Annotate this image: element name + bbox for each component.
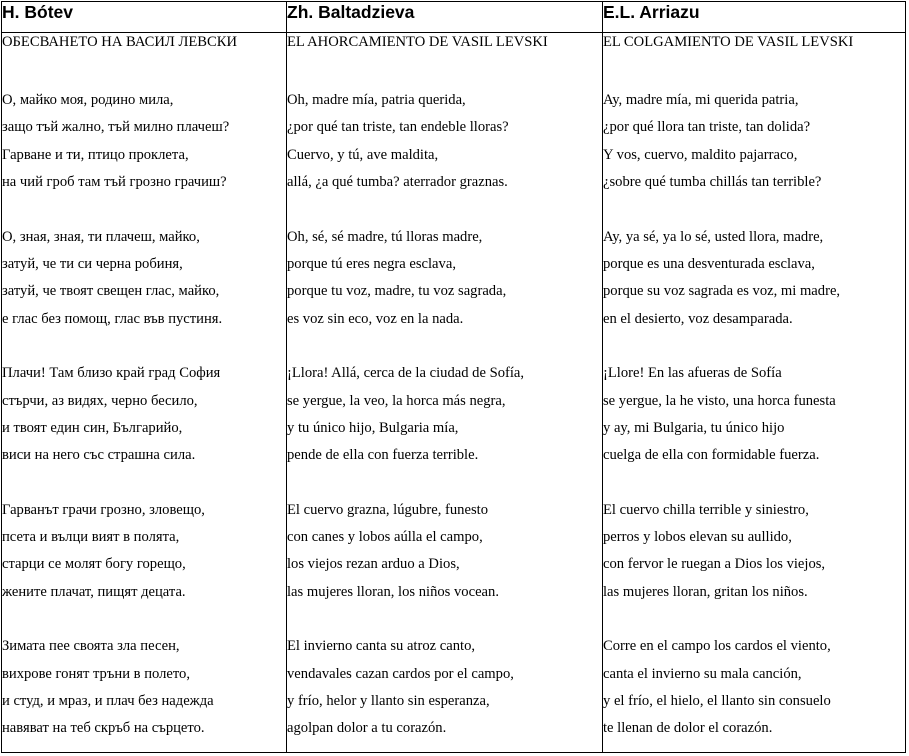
- verse-line: y frío, helor y llanto sin esperanza,: [287, 693, 490, 710]
- stanza: [2, 224, 286, 334]
- verse-line: El cuervo grazna, lúgubre, funesto: [287, 501, 488, 518]
- verse-line: О, зная, зная, ти плачеш, майко,: [2, 228, 200, 245]
- verse-line: porque tú eres negra esclava,: [287, 255, 456, 272]
- stanza-spacer: [2, 197, 286, 224]
- verse-line: Cuervo, y tú, ave maldita,: [287, 146, 439, 163]
- stanza-spacer: [603, 606, 905, 633]
- verse-line: porque es una desventurada esclava,: [603, 255, 815, 272]
- translation-comparison-table: [1, 1, 906, 753]
- verse-line: las mujeres lloran, los niños vocean.: [287, 583, 499, 600]
- verse-line: Ay, madre mía, mi querida patria,: [603, 92, 799, 108]
- verse-line: ¿sobre qué tumba chillás tan terrible?: [603, 174, 822, 191]
- verse-line: con fervor le ruegan a Dios los viejos,: [603, 556, 826, 573]
- verse-line: cuelga de ella con formidable fuerza.: [603, 447, 820, 464]
- stanza-spacer: [2, 51, 286, 87]
- verse-line: porque su voz sagrada es voz, mi madre,: [603, 283, 841, 300]
- verse-line: старци се молят богу горещо,: [2, 556, 186, 573]
- verse-line: и твоят един син, Българийо,: [2, 419, 183, 436]
- verse-line: на чий гроб там тъй грозно грачиш?: [2, 174, 227, 191]
- poem-title: ОБЕСВАНЕТО НА ВАСИЛ ЛЕВСКИ: [2, 34, 238, 50]
- stanza: [2, 360, 286, 470]
- stanza-spacer: [603, 197, 905, 224]
- verse-line: allá, ¿a qué tumba? aterrador graznas.: [287, 174, 508, 191]
- verse-line: О, майко моя, родино мила,: [2, 92, 174, 108]
- verse-line: te llenan de dolor el corazón.: [603, 720, 773, 737]
- verse-line: perros y lobos elevan su aullido,: [603, 529, 792, 546]
- verse-line: en el desierto, voz desamparada.: [603, 310, 793, 327]
- stanza: [287, 360, 602, 470]
- stanza-spacer: [2, 333, 286, 360]
- poem-title: EL AHORCAMIENTO DE VASIL LEVSKI: [287, 34, 548, 50]
- verse-line: жените плачат, пищят децата.: [2, 583, 186, 600]
- stanza: [287, 87, 602, 197]
- verse-line: навяват на теб скръб на сърцето.: [2, 720, 205, 737]
- verse-line: ¿por qué llora tan triste, tan dolida?: [603, 119, 811, 136]
- verse-line: Гарванът грачи грозно, зловещо,: [2, 501, 205, 518]
- verse-line: Ay, ya sé, ya lo sé, usted llora, madre,: [603, 228, 824, 245]
- verse-line: затуй, че ти си черна робиня,: [2, 255, 183, 272]
- author-header-botev: H. Bótev: [2, 2, 287, 33]
- stanza-spacer: [603, 333, 905, 360]
- stanza: [603, 87, 905, 197]
- verse-line: y el frío, el hielo, el llanto sin consuelo: [603, 693, 831, 710]
- stanza-spacer: [287, 470, 602, 497]
- stanza: [603, 633, 905, 743]
- verse-line: Плачи! Там близо край град София: [2, 365, 221, 382]
- verse-line: Гарване и ти, птицо проклета,: [2, 146, 189, 163]
- stanza: [603, 497, 905, 607]
- verse-line: se yergue, la veo, la horca más negra,: [287, 392, 506, 409]
- verse-line: vendavales cazan cardos por el campo,: [287, 665, 514, 682]
- verse-line: Зимата пее своята зла песен,: [2, 638, 180, 655]
- stanza: [603, 224, 905, 334]
- stanza: [2, 87, 286, 197]
- poem-column-arriazu: [603, 33, 906, 753]
- verse-line: y ay, mi Bulgaria, tu único hijo: [603, 419, 785, 436]
- stanza-spacer: [2, 606, 286, 633]
- verse-line: las mujeres lloran, gritan los niños.: [603, 583, 808, 600]
- author-header-arriazu: E.L. Arriazu: [603, 2, 906, 33]
- poem-title: EL COLGAMIENTO DE VASIL LEVSKI: [603, 34, 854, 50]
- stanza: [2, 497, 286, 607]
- stanza-spacer: [287, 197, 602, 224]
- verse-line: Y vos, cuervo, maldito pajarraco,: [603, 146, 798, 163]
- verse-line: pende de ella con fuerza terrible.: [287, 447, 479, 464]
- verse-line: se yergue, la he visto, una horca funesta: [603, 392, 836, 409]
- verse-line: затуй, че твоят свещен глас, майко,: [2, 283, 220, 300]
- verse-line: ¡Llora! Allá, cerca de la ciudad de Sofía,: [287, 365, 525, 382]
- verse-line: El cuervo chilla terrible y siniestro,: [603, 501, 809, 518]
- stanza-spacer: [287, 51, 602, 87]
- stanza-spacer: [287, 333, 602, 360]
- verse-line: canta el invierno su mala canción,: [603, 665, 802, 682]
- stanza: [603, 360, 905, 470]
- verse-line: защо тъй жално, тъй милно плачеш?: [2, 119, 230, 136]
- stanza-spacer: [2, 470, 286, 497]
- verse-line: los viejos rezan arduo a Dios,: [287, 556, 460, 573]
- verse-line: porque tu voz, madre, tu voz sagrada,: [287, 283, 507, 300]
- verse-line: вихрове гонят тръни в полето,: [2, 665, 191, 682]
- stanza: [2, 633, 286, 743]
- stanza: [287, 497, 602, 607]
- verse-line: и студ, и мраз, и плач без надежда: [2, 693, 214, 710]
- verse-line: es voz sin eco, voz en la nada.: [287, 310, 464, 327]
- verse-line: agolpan dolor a tu corazón.: [287, 720, 447, 737]
- verse-line: Oh, madre mía, patria querida,: [287, 92, 466, 108]
- author-header-baltadzieva: Zh. Baltadzieva: [287, 2, 603, 33]
- verse-line: y tu único hijo, Bulgaria mía,: [287, 419, 459, 436]
- stanza: [287, 633, 602, 743]
- poem-column-botev: [2, 33, 287, 753]
- verse-line: El invierno canta su atroz canto,: [287, 638, 476, 655]
- verse-line: Oh, sé, sé madre, tú lloras madre,: [287, 228, 483, 245]
- verse-line: виси на него със страшна сила.: [2, 447, 196, 464]
- verse-line: стърчи, аз видях, черно бесило,: [2, 392, 198, 409]
- poem-column-baltadzieva: [287, 33, 603, 753]
- stanza-spacer: [603, 470, 905, 497]
- stanza-spacer: [603, 51, 905, 87]
- verse-line: ¡Llore! En las afueras de Sofía: [603, 365, 782, 382]
- verse-line: псета и вълци вият в полята,: [2, 529, 180, 546]
- verse-line: ¿por qué tan triste, tan endeble lloras?: [287, 119, 509, 136]
- poem-row: [2, 33, 906, 753]
- stanza: [287, 224, 602, 334]
- verse-line: е глас без помощ, глас във пустиня.: [2, 310, 223, 327]
- verse-line: Corre en el campo los cardos el viento,: [603, 638, 831, 655]
- stanza-spacer: [287, 606, 602, 633]
- header-row: [2, 2, 906, 33]
- verse-line: con canes y lobos aúlla el campo,: [287, 529, 483, 546]
